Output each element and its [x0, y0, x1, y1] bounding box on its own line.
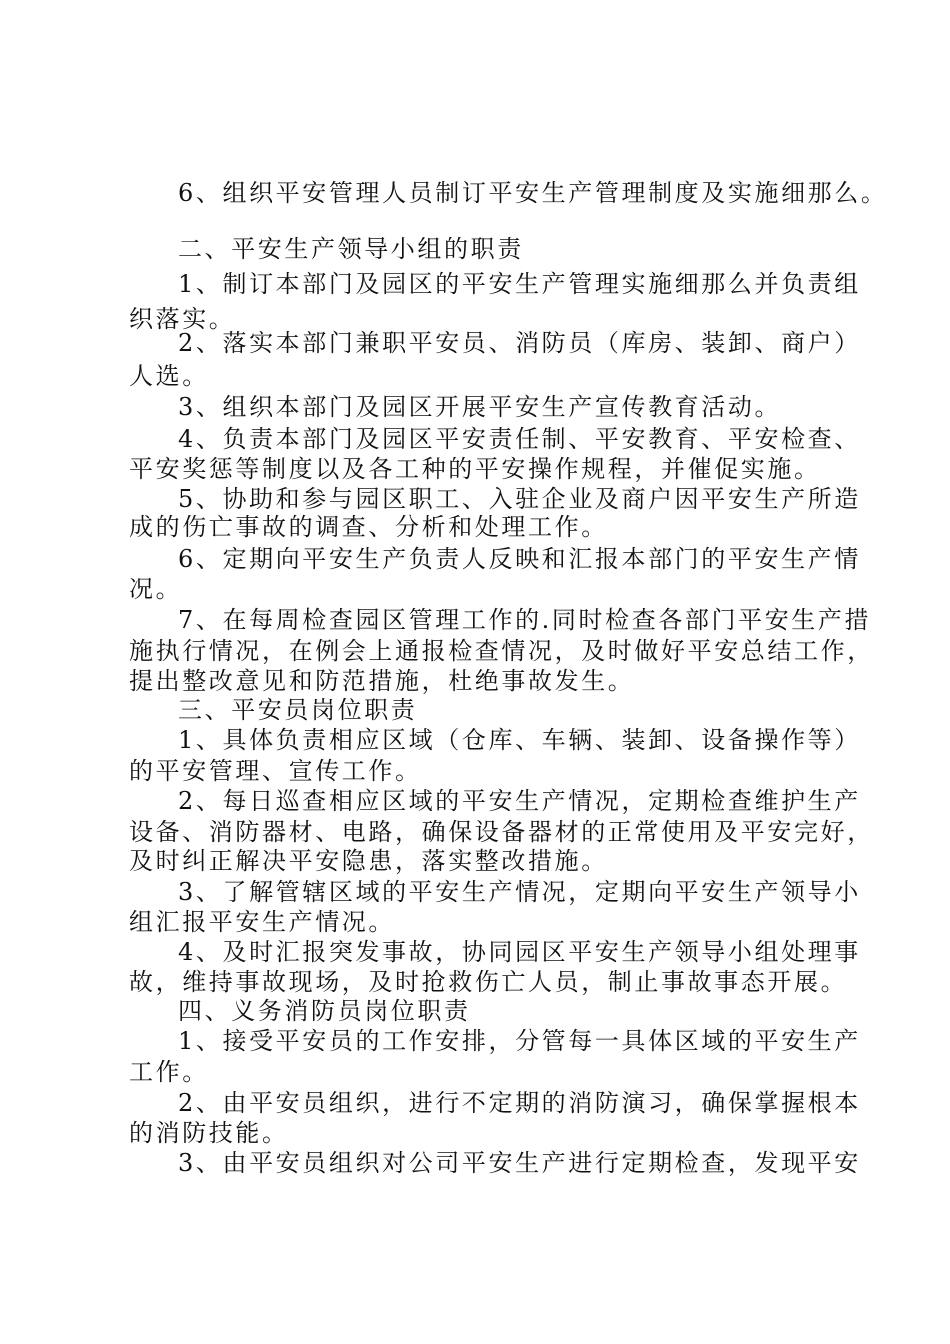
paragraph-line: 况。 — [129, 575, 183, 603]
section-heading: 二、平安生产领导小组的职责 — [178, 235, 524, 263]
paragraph-line: 设备、消防器材、电路，确保设备器材的正常使用及平安完好， — [129, 818, 874, 846]
section-heading: 三、平安员岗位职责 — [178, 696, 418, 724]
paragraph-line: 3、由平安员组织对公司平安生产进行定期检查，发现平安 — [178, 1149, 861, 1177]
paragraph-line: 2、由平安员组织，进行不定期的消防演习，确保掌握根本 — [178, 1089, 861, 1117]
paragraph-line: 1、具体负责相应区域（仓库、车辆、装卸、设备操作等） — [178, 726, 861, 754]
paragraph-line: 人选。 — [129, 362, 209, 390]
paragraph-line: 施执行情况，在例会上通报检查情况，及时做好平安总结工作， — [129, 637, 874, 665]
paragraph-line: 7、在每周检查园区管理工作的.同时检查各部门平安生产措 — [178, 606, 872, 634]
paragraph-line: 3、组织本部门及园区开展平安生产宣传教育活动。 — [178, 393, 782, 421]
paragraph-line: 组汇报平安生产情况。 — [129, 908, 395, 936]
paragraph-line: 3、了解管辖区域的平安生产情况，定期向平安生产领导小 — [178, 878, 861, 906]
paragraph-line: 6、定期向平安生产负责人反映和汇报本部门的平安生产情 — [178, 545, 861, 573]
paragraph-line: 工作。 — [129, 1058, 209, 1086]
paragraph-line: 的消防技能。 — [129, 1119, 289, 1147]
paragraph-line: 织落实。 — [129, 305, 236, 333]
paragraph-line: 提出整改意见和防范措施，杜绝事故发生。 — [129, 667, 635, 695]
paragraph-line: 2、落实本部门兼职平安员、消防员（库房、装卸、商户） — [178, 329, 861, 357]
paragraph-line: 1、制订本部门及园区的平安生产管理实施细那么并负责组 — [178, 270, 861, 298]
paragraph-line: 平安奖惩等制度以及各工种的平安操作规程，并催促实施。 — [129, 455, 821, 483]
section-heading: 四、义务消防员岗位职责 — [178, 997, 471, 1025]
paragraph-line: 4、负责本部门及园区平安责任制、平安教育、平安检查、 — [178, 425, 861, 453]
paragraph-line: 及时纠正解决平安隐患，落实整改措施。 — [129, 847, 608, 875]
paragraph-line: 2、每日巡查相应区域的平安生产情况，定期检查维护生产 — [178, 787, 861, 815]
paragraph-line: 6、组织平安管理人员制订平安生产管理制度及实施细那么。 — [178, 179, 888, 207]
paragraph-line: 5、协助和参与园区职工、入驻企业及商户因平安生产所造 — [178, 485, 861, 513]
paragraph-line: 的平安管理、宣传工作。 — [129, 757, 422, 785]
paragraph-line: 成的伤亡事故的调查、分析和处理工作。 — [129, 513, 608, 541]
paragraph-line: 4、及时汇报突发事故，协同园区平安生产领导小组处理事 — [178, 938, 861, 966]
paragraph-line: 1、接受平安员的工作安排，分管每一具体区域的平安生产 — [178, 1027, 861, 1055]
paragraph-line: 故，维持事故现场，及时抢救伤亡人员，制止事故事态开展。 — [129, 968, 848, 996]
